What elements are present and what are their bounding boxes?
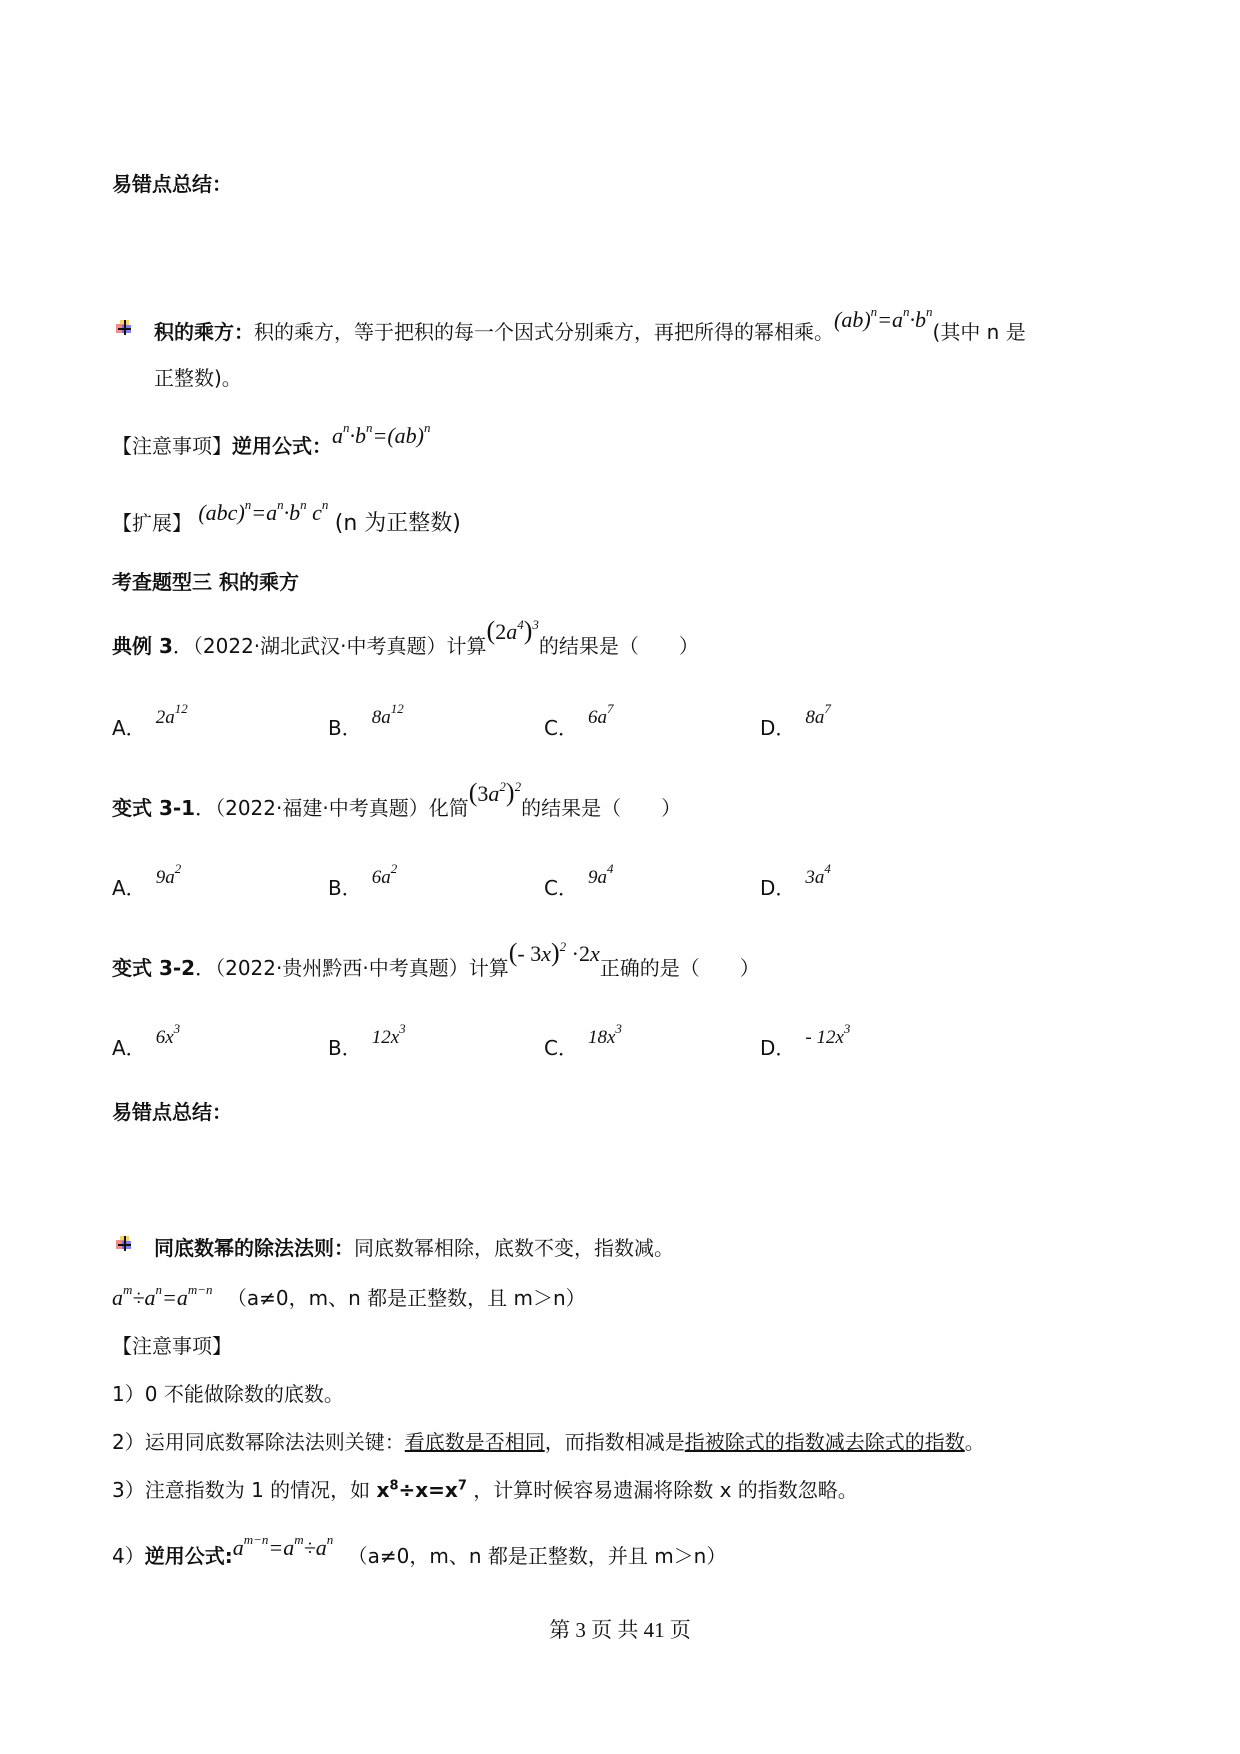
notice-reverse-formula	[112, 420, 431, 459]
product-power-rule	[154, 304, 1026, 345]
option-b[interactable]: B． $6a^2$	[328, 861, 398, 900]
rule-note: (其中 n 是	[932, 320, 1026, 344]
division-condition: （a≠0，m、n 都是正整数，且 m＞n）	[226, 1286, 586, 1310]
notice-item-4: 4）逆用公式$:a^{m-n}=a^m\div a^n$ （a≠0，m、n 都是正整数，并且 m＞n）	[112, 1532, 727, 1568]
notice-item-1: 1）0 不能做除数的底数。	[112, 1382, 344, 1406]
question-expression: (- 3x)$^2$ ·2x	[508, 938, 600, 967]
question-source: ．（2022·贵州黔西·中考真题）计算	[195, 956, 509, 980]
option-b[interactable]: B． $8a^{12}$	[328, 701, 404, 740]
notice-item-2: 2）运用同底数幂除法法则关键：看底数是否相同，而指数相减是指被除式的指数减去除式的指数。	[112, 1430, 985, 1454]
question-type-heading: 考查题型三 积的乘方	[112, 570, 299, 594]
option-a[interactable]: A． $6x^3$	[112, 1021, 181, 1060]
rule-description: 积的乘方，等于把积的每一个因式分别乘方，再把所得的幂相乘。	[254, 320, 834, 344]
option-b[interactable]: B． $12x^3$	[328, 1021, 406, 1060]
question-tail: 的结果是（ ）	[538, 634, 699, 658]
example-expression: $x^8\div x=x^7$	[376, 1478, 467, 1502]
extension-formula: $(abc)^n=a^n\cdot b^n$ $c^n$	[198, 497, 329, 525]
rule-note-continued: 正整数)。	[154, 366, 242, 390]
division-formula: $a^m\div a^n=a^{m-n}$	[112, 1282, 213, 1310]
question-label: 变式 3-2	[112, 956, 196, 980]
notice-label: 【注意事项】	[112, 434, 232, 458]
question-variant-3-2	[112, 938, 760, 982]
extension-condition: (n 为正整数)	[334, 511, 461, 536]
option-c[interactable]: C． $6a^7$	[544, 701, 614, 740]
mistakes-summary-heading-2: 易错点总结：	[112, 1100, 232, 1124]
page-number-footer: 第 3 页 共 41 页	[549, 1618, 691, 1642]
division-rule	[154, 1232, 674, 1261]
extension-line	[112, 497, 461, 537]
question-example-3	[112, 616, 699, 660]
question-label: 变式 3-1	[112, 796, 196, 820]
division-rule-title: 同底数幂的除法法则：	[154, 1236, 354, 1260]
question-expression: $(3a^2)^2$	[468, 778, 522, 807]
notice-item-3: 3）注意指数为 1 的情况，如 $x^8\div x=x^7$ ，计算时候容易遗漏将除数 x 的指数忽略。	[112, 1478, 858, 1502]
mistakes-summary-heading-1: 易错点总结：	[112, 172, 232, 196]
reverse-division-formula: $a^{m-n}=a^m\div a^n$	[232, 1532, 334, 1560]
option-d[interactable]: D． $3a^4$	[760, 861, 831, 900]
option-c[interactable]: C． $9a^4$	[544, 861, 614, 900]
option-c[interactable]: C． $18x^3$	[544, 1021, 622, 1060]
division-rule-description: 同底数幂相除，底数不变，指数减。	[354, 1236, 674, 1260]
question-label: 典例 3	[112, 634, 173, 658]
division-notice-label: 【注意事项】	[112, 1334, 232, 1358]
question-variant-3-1	[112, 778, 682, 822]
rule-formula: $(ab)^n=a^n\cdot b^n$	[834, 304, 933, 332]
bullet-icon	[116, 320, 132, 334]
rule-title: 积的乘方：	[154, 320, 254, 344]
option-d[interactable]: D． $8a^7$	[760, 701, 831, 740]
option-a[interactable]: A． $2a^{12}$	[112, 701, 188, 740]
question-tail: 的结果是（ ）	[521, 796, 682, 820]
reverse-label: 逆用公式：	[232, 434, 332, 458]
division-formula-line	[112, 1282, 586, 1311]
reverse-formula: $a^n\cdot b^n=(ab)^n$	[332, 420, 431, 448]
question-source: ．（2022·湖北武汉·中考真题）计算	[172, 634, 487, 658]
question-expression: $(2a^4)^3$	[486, 616, 539, 645]
option-d[interactable]: D． - $12x^3$	[760, 1021, 851, 1060]
question-source: ．（2022·福建·中考真题）化简	[195, 796, 469, 820]
question-tail: 正确的是（ ）	[599, 956, 760, 980]
extension-label: 【扩展】	[112, 511, 192, 535]
option-a[interactable]: A． $9a^2$	[112, 861, 182, 900]
bullet-icon	[116, 1236, 132, 1250]
